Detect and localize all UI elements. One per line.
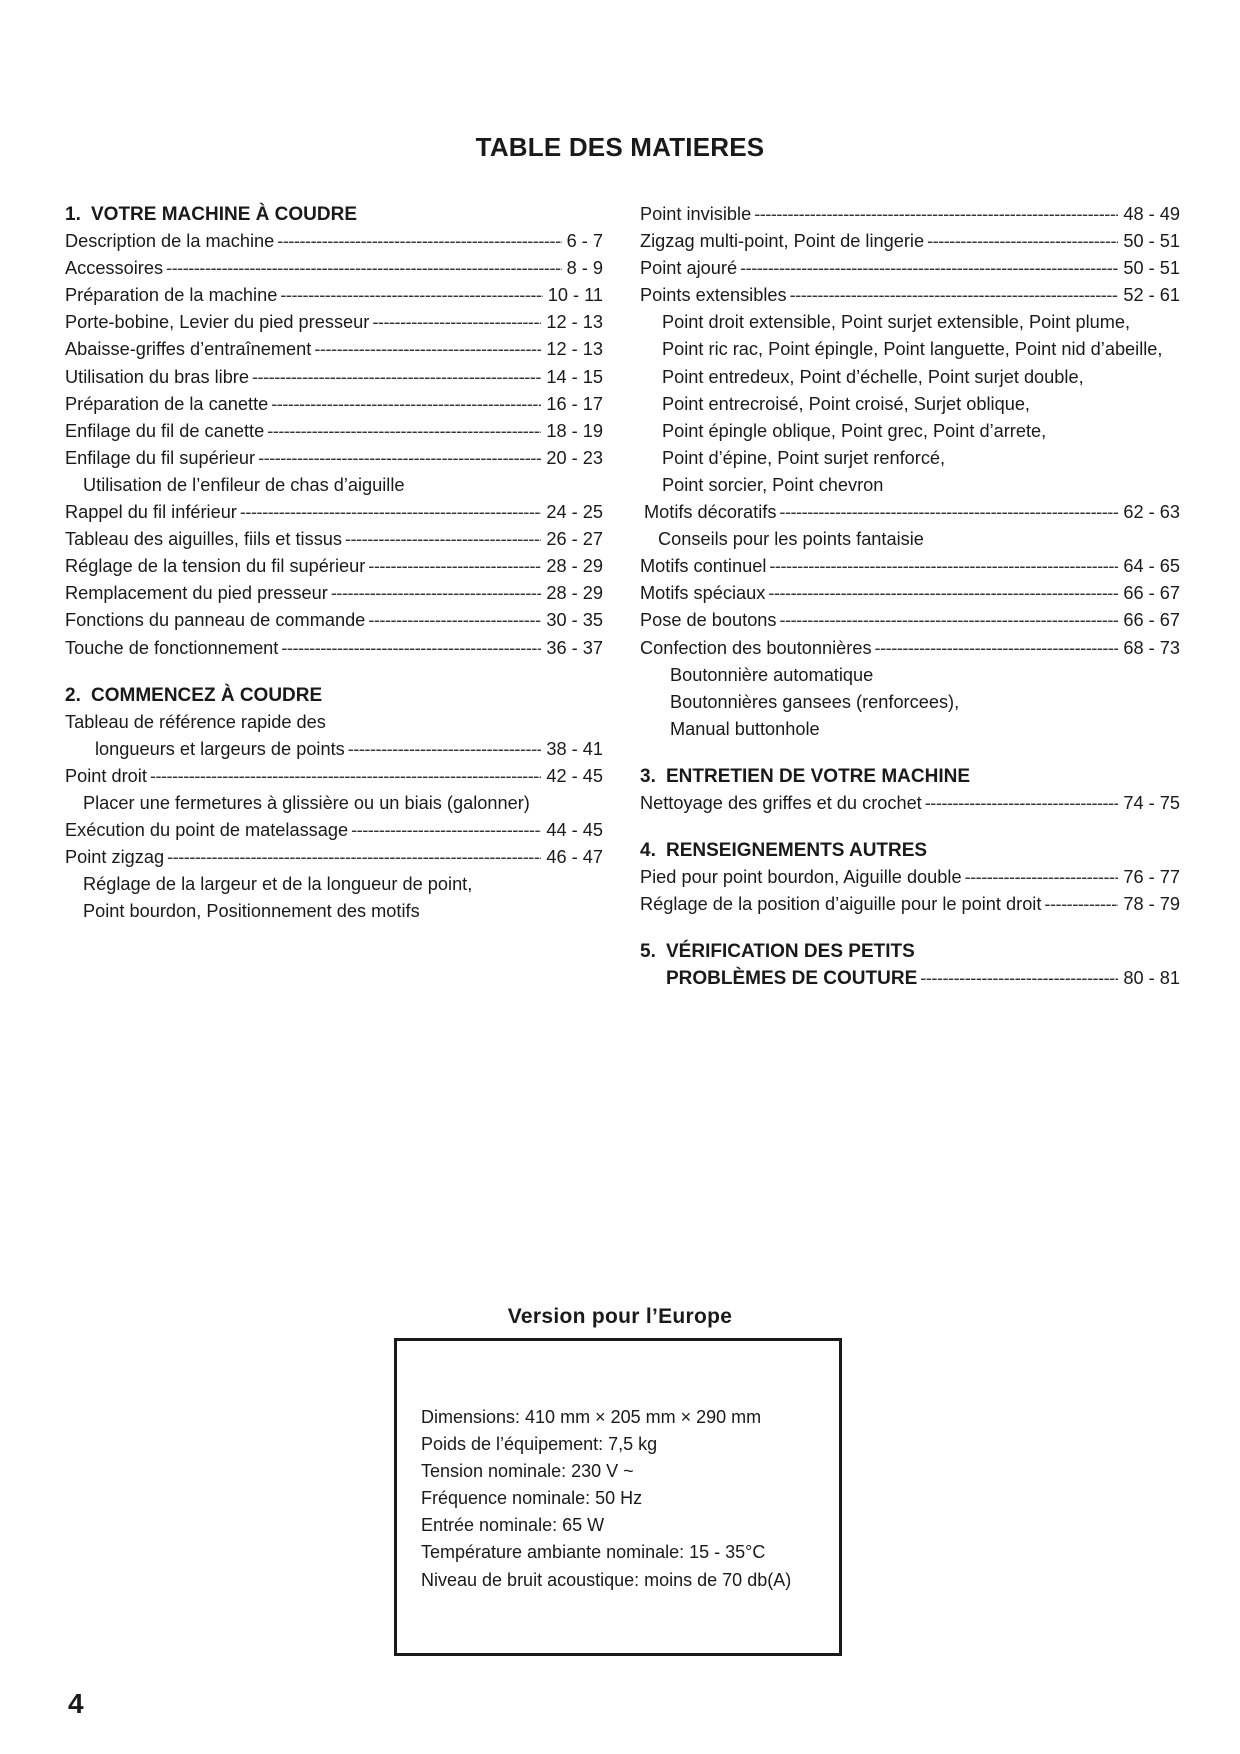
leader-dots (345, 526, 541, 553)
leader-dots (768, 580, 1118, 607)
leader-dots (280, 282, 542, 309)
toc-entry: Motifs spéciaux ----- 66 - 67 (640, 580, 1180, 607)
toc-entry: Motifs décoratifs ----- 62 - 63 (640, 499, 1180, 526)
leader-dots (779, 499, 1118, 526)
leader-dots (240, 499, 542, 526)
page-title: TABLE DES MATIERES (475, 132, 765, 162)
toc-entry: Abaisse-griffes d’entraînement ----- 12 - 13 (65, 336, 603, 363)
toc-entry: Réglage de la tension du fil supérieur ----- 28 - 29 (65, 553, 603, 580)
toc-subentry: Utilisation de l’enfileur de chas d’aiguille (83, 474, 405, 495)
toc-entry: Pied pour point bourdon, Aiguille double ----- 76 - 77 (640, 864, 1180, 891)
toc-subentry: Boutonnières gansees (renforcees), (670, 691, 960, 712)
leader-dots (1044, 891, 1118, 918)
leader-dots (314, 336, 541, 363)
leader-dots (925, 790, 1119, 817)
toc-entry: Tableau des aiguilles, fiils et tissus ----- 26 - 27 (65, 526, 603, 553)
leader-dots (769, 553, 1118, 580)
specifications-box (394, 1338, 842, 1656)
leader-dots (368, 607, 541, 634)
leader-dots (167, 844, 541, 871)
toc-entry: Accessoires ----- 8 - 9 (65, 255, 603, 282)
toc-left-column (65, 201, 603, 925)
toc-subentry: Point sorcier, Point chevron (662, 474, 884, 495)
spec-line: Température ambiante nominale: 15 - 35°C (421, 1542, 766, 1563)
version-heading: Version pour l’Europe (507, 1305, 733, 1328)
leader-dots (790, 282, 1119, 309)
toc-entry: Remplacement du pied presseur ----- 28 - 29 (65, 580, 603, 607)
toc-subentry: Boutonnière automatique (670, 664, 874, 685)
toc-entry: longueurs et largeurs de points ----- 38 - 41 (65, 736, 603, 763)
leader-dots (372, 309, 541, 336)
toc-right-column (640, 201, 1180, 993)
toc-subentry: Point d’épine, Point surjet renforcé, (662, 447, 946, 468)
leader-dots (368, 553, 541, 580)
section-heading-4: 4. RENSEIGNEMENTS AUTRES (640, 840, 928, 862)
leader-dots (740, 255, 1118, 282)
section-heading-3: 3. ENTRETIEN DE VOTRE MACHINE (640, 765, 971, 787)
toc-subentry: Manual buttonhole (670, 718, 820, 739)
leader-dots (351, 817, 541, 844)
toc-subentry: Réglage de la largeur et de la longueur de point, (83, 874, 473, 895)
toc-subentry: Point entredeux, Point d’échelle, Point surjet double, (662, 366, 1084, 387)
toc-entry: Exécution du point de matelassage ----- 44 - 45 (65, 817, 603, 844)
leader-dots (267, 418, 541, 445)
toc-entry: Fonctions du panneau de commande ----- 30 - 35 (65, 607, 603, 634)
toc-entry: Points extensibles ----- 52 - 61 (640, 282, 1180, 309)
toc-entry: Point droit ----- 42 - 45 (65, 763, 603, 790)
section-heading-2: 2. COMMENCEZ À COUDRE (65, 684, 323, 706)
spec-line: Dimensions: 410 mm × 205 mm × 290 mm (421, 1407, 762, 1427)
leader-dots (920, 965, 1118, 992)
toc-entry-text: Tableau de référence rapide des (65, 711, 326, 732)
toc-entry: Confection des boutonnières ----- 68 - 73 (640, 635, 1180, 662)
toc-entry: Préparation de la canette ----- 16 - 17 (65, 391, 603, 418)
page-number: 4 (68, 1688, 84, 1719)
leader-dots (754, 201, 1118, 228)
leader-dots (277, 228, 561, 255)
spec-line: Poids de l’équipement: 7,5 kg (421, 1434, 658, 1455)
toc-entry: Nettoyage des griffes et du crochet ----- 74 - 75 (640, 790, 1180, 817)
toc-subentry: Conseils pour les points fantaisie (658, 529, 924, 550)
toc-entry: Point ajouré ----- 50 - 51 (640, 255, 1180, 282)
toc-entry: Touche de fonctionnement ----- 36 - 37 (65, 635, 603, 662)
spec-line: Tension nominale: 230 V ~ (421, 1461, 634, 1482)
specifications-list (421, 1404, 791, 1594)
leader-dots (927, 228, 1118, 255)
toc-entry: Préparation de la machine ----- 10 - 11 (65, 282, 603, 309)
toc-entry: Point invisible ----- 48 - 49 (640, 201, 1180, 228)
spec-line: Fréquence nominale: 50 Hz (421, 1488, 643, 1509)
section-heading-1: 1. VOTRE MACHINE À COUDRE (65, 204, 358, 225)
toc-subentry: Point ric rac, Point épingle, Point languette, Point nid d’abeille, (662, 339, 1163, 360)
toc-entry: Rappel du fil inférieur ----- 24 - 25 (65, 499, 603, 526)
toc-subentry: Placer une fermetures à glissière ou un biais (galonner) (83, 792, 530, 813)
toc-subentry: Point bourdon, Positionnement des motifs (83, 901, 420, 922)
leader-dots (780, 607, 1119, 634)
toc-entry: Description de la machine ----- 6 - 7 (65, 228, 603, 255)
toc-entry: PROBLÈMES DE COUTURE ----- 80 - 81 (640, 965, 1180, 992)
toc-subentry: Point droit extensible, Point surjet extensible, Point plume, (662, 312, 1131, 333)
leader-dots (271, 391, 541, 418)
spec-line: Niveau de bruit acoustique: moins de 70 db(A) (421, 1569, 792, 1590)
toc-entry: Porte-bobine, Levier du pied presseur ----- 12 - 13 (65, 309, 603, 336)
toc-entry: Utilisation du bras libre ----- 14 - 15 (65, 364, 603, 391)
toc-entry: Point zigzag ----- 46 - 47 (65, 844, 603, 871)
leader-dots (252, 364, 541, 391)
toc-subentry: Point épingle oblique, Point grec, Point d’arrete, (662, 420, 1047, 441)
leader-dots (150, 763, 541, 790)
toc-subentry: Point entrecroisé, Point croisé, Surjet oblique, (662, 393, 1030, 414)
toc-entry: Pose de boutons ----- 66 - 67 (640, 607, 1180, 634)
leader-dots (875, 635, 1119, 662)
leader-dots (166, 255, 562, 282)
toc-entry: Réglage de la position d’aiguille pour le point droit ----- 78 - 79 (640, 891, 1180, 918)
leader-dots (965, 864, 1119, 891)
toc-entry: Enfilage du fil supérieur ----- 20 - 23 (65, 445, 603, 472)
toc-entry: Zigzag multi-point, Point de lingerie ----- 50 - 51 (640, 228, 1180, 255)
leader-dots (331, 580, 542, 607)
leader-dots (258, 445, 541, 472)
leader-dots (348, 736, 542, 763)
toc-entry: Motifs continuel ----- 64 - 65 (640, 553, 1180, 580)
spec-line: Entrée nominale: 65 W (421, 1515, 605, 1536)
toc-entry: Enfilage du fil de canette ----- 18 - 19 (65, 418, 603, 445)
section-heading-5: 5. VÉRIFICATION DES PETITS (640, 941, 915, 963)
leader-dots (281, 635, 541, 662)
